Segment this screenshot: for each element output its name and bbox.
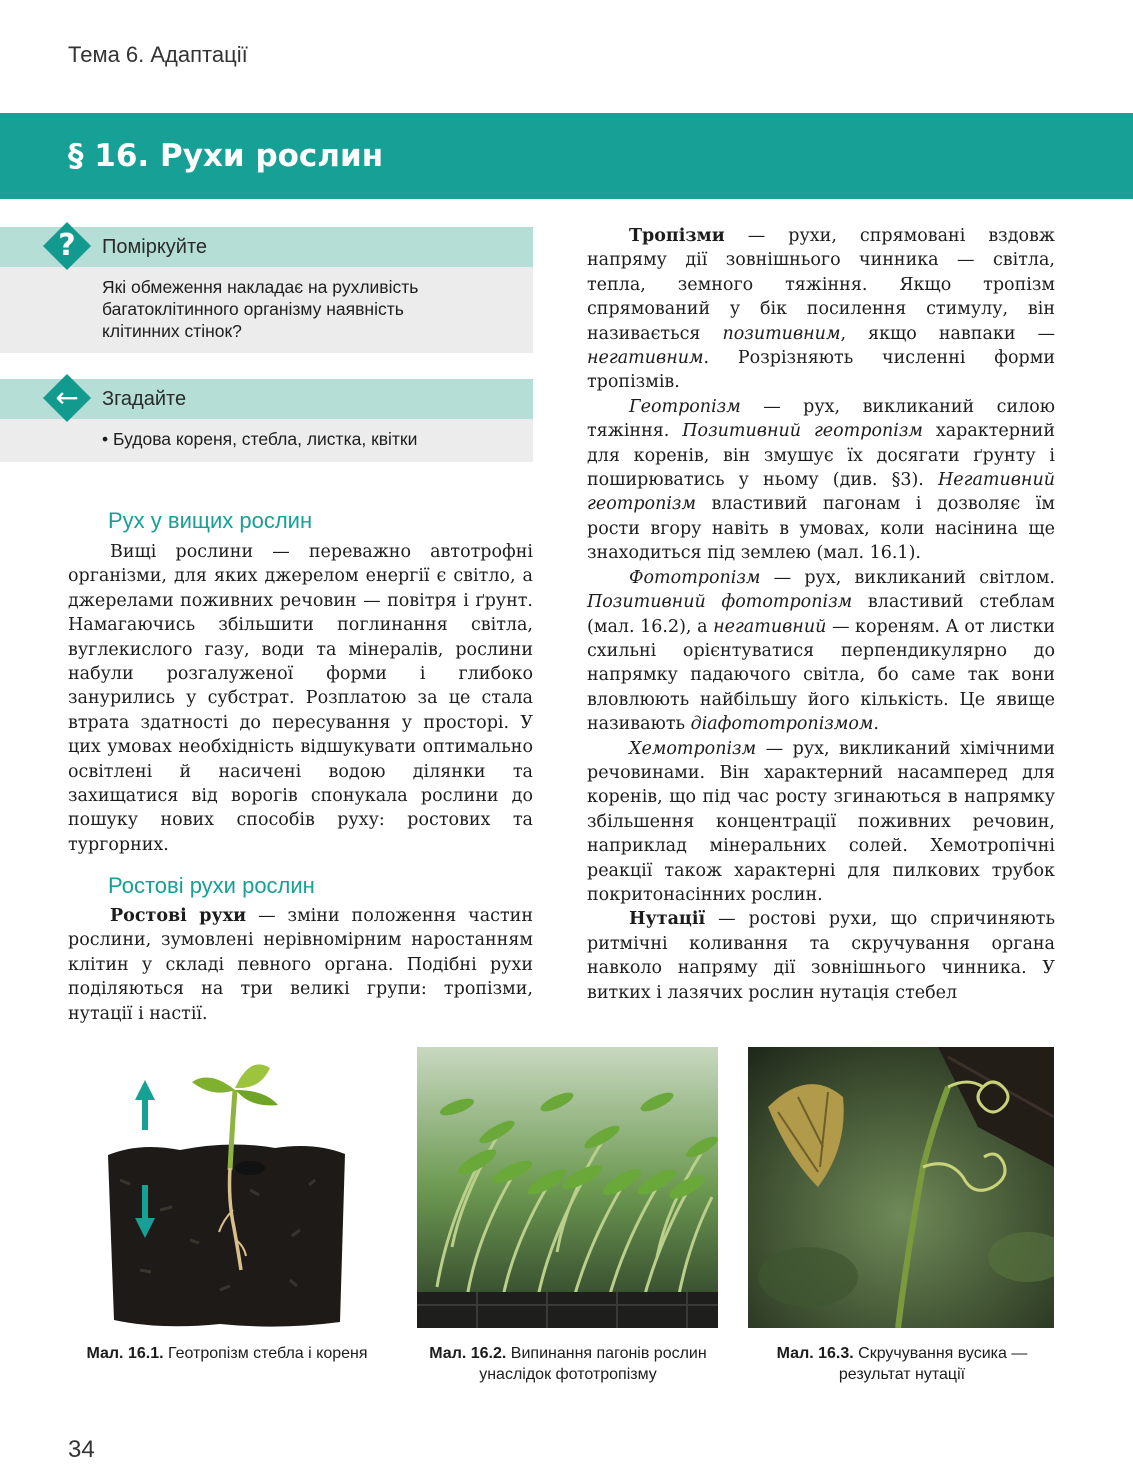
term-italic: Хемотропізм (629, 738, 757, 759)
section-heading-higher-plants: Рух у вищих рослин (108, 508, 313, 533)
text: — рухи, спрямовані вздовж напряму дії зовнішнього чинника — світла, тепла, земного тяжіння. Якщо тропізм спрямований у бік посилення стимулу, він називається (587, 226, 1055, 344)
figure-caption-text: Геотропізм стебла і кореня (163, 1345, 368, 1362)
term-italic: Фототропізм (629, 567, 761, 588)
right-column (587, 224, 1055, 1005)
text: — кореням. А от листки схильні орієнтуватися перпендикулярно до напрямку падаючого світла, бо саме так вони вловлюють найбільшу його кількість. Це явище називають (587, 616, 1055, 735)
term-italic: позитивним (722, 323, 841, 344)
text: властивий стеблам (мал. 16.2), а (587, 592, 1055, 637)
term-nutations: Нутації (629, 909, 706, 930)
term-italic: діафототропізмом (690, 714, 874, 735)
figure-caption-text: Випинання пагонів рослин унаслідок фототропізму (479, 1345, 707, 1383)
paragraph-higher-plants: Вищі рослини — переважно автотрофні організми, для яких джерелом енергії є світло, а джерелами поживних речовин — повітря і ґрунт. Намагаючись збільшити поглинання світла, вуглекислого газу, води та мінералів, рослини набули розгалуженої форми і глибоко занурились у субстрат. Розплатою за це стала втрата здатності до пересування у просторі. У цих умовах необхідність відшукувати оптимально освітлені й насичені водою ділянки та захищатися від ворогів спонукала рослини до пошуку нових способів руху: ростових та тургорних. (68, 542, 533, 855)
arrow-left-icon: ← (55, 381, 79, 414)
text: — рух, викликаний хімічними речовинами. Він характерний насамперед для коренів, що під час росту згинаються в напрямку збільшення концентрації поживних речовин, наприклад мінеральних солей. Хемотропічні реакції також характерні для пилкових трубок покритонасінних рослин. (587, 738, 1055, 905)
term-italic: Негативний геотропізм (587, 470, 1055, 515)
term-italic: негативний (713, 616, 827, 637)
question-mark-icon: ? (58, 228, 76, 263)
figure-label: Мал. 16.2. (429, 1345, 507, 1362)
figure-16-1-caption (62, 1343, 392, 1364)
figure-16-2-image (417, 1047, 718, 1328)
running-header: Тема 6. Адаптації (68, 42, 248, 67)
term-growth-movements: Ростові рухи (110, 906, 247, 926)
text: — рух, викликаний силою тяжіння. (587, 396, 1055, 442)
paragraph-phototropism (587, 566, 1055, 737)
term-italic: Геотропізм (629, 396, 741, 417)
term-italic: Позитивний геотропізм (682, 421, 923, 442)
recall-box-title: Згадайте (102, 388, 187, 410)
figure-16-3-image (748, 1047, 1054, 1328)
paragraph-growth-movements (68, 904, 533, 1026)
text: характерний для коренів, він змушує їх досягати ґрунту і поширюватись у ньому (див. §3). (587, 421, 1055, 491)
page-title: § 16. Рухи рослин (68, 138, 384, 174)
paragraph-geotropism (587, 395, 1055, 566)
figure-caption-text: Скручування вусика — результат нутації (838, 1345, 1028, 1383)
text: — ростові рухи, що спричиняють ритмічні коливання та скручування органа навколо напряму дії зовнішнього чинника. У витких і лазячих рослин нутація стебел (587, 909, 1055, 1003)
term-italic: негативним (587, 348, 704, 369)
term-italic: Позитивний фототропізм (587, 592, 853, 613)
figure-label: Мал. 16.3. (776, 1345, 854, 1362)
text: . (873, 714, 879, 735)
think-box-text: Які обмеження накладає на рухливість багатоклітинного організму наявність клітинних стінок? (102, 277, 419, 341)
figure-16-3-caption (752, 1343, 1052, 1385)
left-column-1 (68, 540, 533, 857)
figure-16-2-caption (420, 1343, 716, 1385)
page-number: 34 (68, 1436, 95, 1463)
figure-label: Мал. 16.1. (86, 1345, 164, 1362)
text: властивий пагонам і дозволяє їм рости вгору навіть в умовах, коли насінина ще знаходиться під землею (мал. 16.1). (587, 494, 1055, 564)
text: , якщо навпаки — (840, 323, 1055, 344)
paragraph-chemotropism (587, 737, 1055, 908)
paragraph-tropisms (587, 224, 1055, 395)
term-tropisms: Тропізми (629, 226, 725, 246)
text: — рух, викликаний світлом. (760, 567, 1055, 588)
left-column-2 (68, 904, 533, 1026)
think-box-title: Поміркуйте (102, 236, 208, 258)
recall-box-bullet: • Будова кореня, стебла, листка, квітки (102, 429, 418, 449)
text: . Розрізняють численні форми тропізмів. (587, 348, 1055, 393)
text-growth-movements: — зміни положення частин рослини, зумовлені нерівномірним наростанням клітин у складі певного органа. Подібні рухи поділяються на три великі групи: тропізми, нутації і настії. (68, 906, 533, 1024)
section-heading-growth-movements: Ростові рухи рослин (108, 873, 315, 898)
figure-16-1-image (100, 1050, 350, 1330)
paragraph-nutations (587, 907, 1055, 1005)
